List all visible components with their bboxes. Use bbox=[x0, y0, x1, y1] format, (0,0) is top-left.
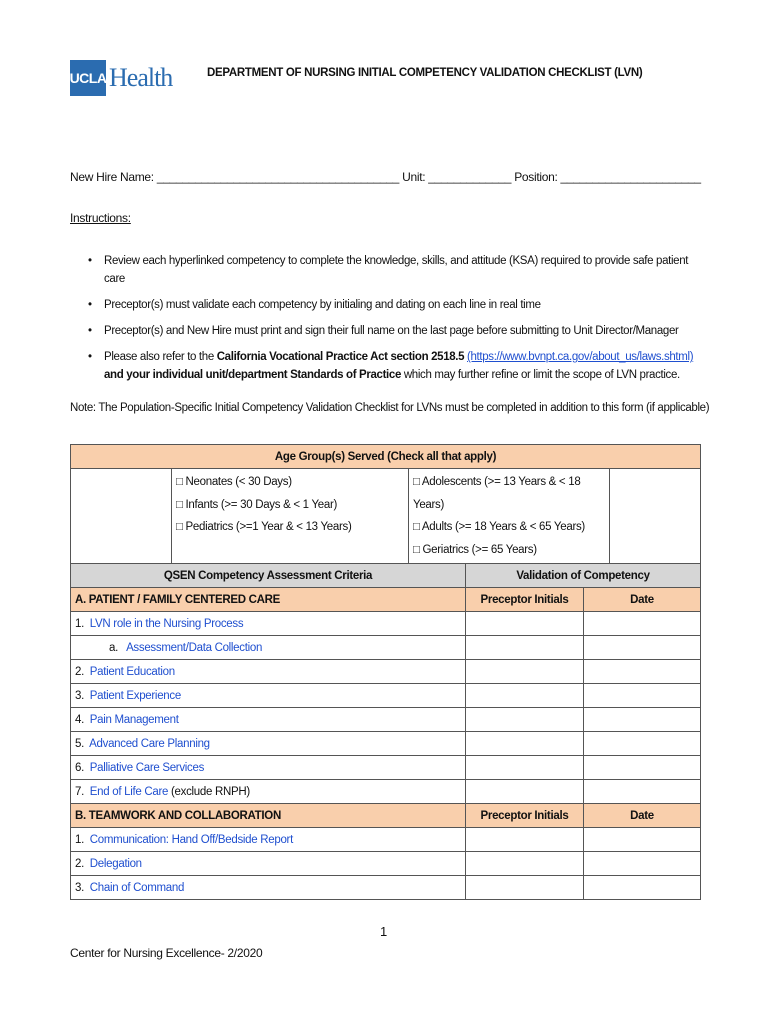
instruction-item: • Review each hyperlinked competency to complete the knowledge, skills, and attitude (KSA) required to provide safe patient care bbox=[88, 252, 698, 288]
section-b-header: B. TEAMWORK AND COLLABORATION bbox=[71, 804, 466, 828]
page-number: 1 bbox=[380, 924, 388, 939]
date-cell[interactable] bbox=[584, 612, 701, 636]
table-row: 1. LVN role in the Nursing Process bbox=[71, 612, 701, 636]
table-row: 1. Communication: Hand Off/Bedside Report bbox=[71, 828, 701, 852]
table-row: 6. Palliative Care Services bbox=[71, 756, 701, 780]
initials-cell[interactable] bbox=[466, 636, 584, 660]
age-checkbox-adolescents[interactable]: □ Adolescents (>= 13 Years & < 18 Years) bbox=[413, 476, 581, 511]
date-cell[interactable] bbox=[584, 708, 701, 732]
initials-cell[interactable] bbox=[466, 756, 584, 780]
initials-cell[interactable] bbox=[466, 876, 584, 900]
date-cell[interactable] bbox=[584, 732, 701, 756]
document-title: DEPARTMENT OF NURSING INITIAL COMPETENCY VALIDATION CHECKLIST (LVN) bbox=[207, 67, 643, 79]
competency-link[interactable]: End of Life Care bbox=[89, 785, 169, 798]
instructions-list bbox=[88, 252, 698, 392]
date-cell[interactable] bbox=[584, 852, 701, 876]
date-header: Date bbox=[584, 804, 701, 828]
competency-link[interactable]: LVN role in the Nursing Process bbox=[89, 617, 244, 630]
initials-cell[interactable] bbox=[466, 612, 584, 636]
new-hire-fields: New Hire Name: ______________________________________ Unit: _____________ Position: ______________________ bbox=[70, 170, 701, 184]
competency-link[interactable]: Advanced Care Planning bbox=[89, 737, 210, 750]
footer-text: Center for Nursing Excellence- 2/2020 bbox=[70, 946, 263, 960]
instruction-item: • Please also refer to the California Vocational Practice Act section 2518.5 (https://www.bvnpt.ca.gov/about_us/laws.shtml) and your individual unit/department Standards of Practice which may further refine or limit the scope of LVN practice. bbox=[88, 348, 698, 384]
date-cell[interactable] bbox=[584, 828, 701, 852]
initials-cell[interactable] bbox=[466, 852, 584, 876]
bvnpt-laws-link[interactable]: (https://www.bvnpt.ca.gov/about_us/laws.shtml) bbox=[467, 351, 694, 363]
instruction-item: • Preceptor(s) must validate each competency by initialing and dating on each line in real time bbox=[88, 296, 698, 314]
age-checkbox-adults[interactable]: □ Adults (>= 18 Years & < 65 Years) bbox=[413, 521, 585, 533]
competency-link[interactable]: Patient Experience bbox=[89, 689, 181, 702]
instructions-heading: Instructions: bbox=[70, 211, 131, 225]
initials-cell[interactable] bbox=[466, 732, 584, 756]
table-row: 3. Patient Experience bbox=[71, 684, 701, 708]
preceptor-initials-header: Preceptor Initials bbox=[466, 588, 584, 612]
qsen-header: QSEN Competency Assessment Criteria bbox=[71, 564, 466, 588]
date-cell[interactable] bbox=[584, 756, 701, 780]
competency-link[interactable]: Chain of Command bbox=[89, 881, 185, 894]
age-checkbox-neonates[interactable]: □ Neonates (< 30 Days) bbox=[176, 476, 292, 488]
ucla-health-logo bbox=[70, 60, 172, 96]
date-cell[interactable] bbox=[584, 660, 701, 684]
date-cell[interactable] bbox=[584, 876, 701, 900]
logo-wordmark: Health bbox=[109, 63, 173, 92]
competency-link[interactable]: Delegation bbox=[89, 857, 142, 870]
age-checkbox-infants[interactable]: □ Infants (>= 30 Days & < 1 Year) bbox=[176, 498, 338, 511]
initials-cell[interactable] bbox=[466, 708, 584, 732]
initials-cell[interactable] bbox=[466, 684, 584, 708]
preceptor-initials-header: Preceptor Initials bbox=[466, 804, 584, 828]
note-text: Note: The Population-Specific Initial Competency Validation Checklist for LVNs must be completed in addition to this form (if applicable) bbox=[70, 402, 710, 414]
table-row: a. Assessment/Data Collection bbox=[71, 636, 701, 660]
age-checkbox-geriatrics[interactable]: □ Geriatrics (>= 65 Years) bbox=[413, 543, 537, 556]
table-row: 2. Delegation bbox=[71, 852, 701, 876]
competency-link[interactable]: Patient Education bbox=[89, 665, 175, 678]
table-row: 3. Chain of Command bbox=[71, 876, 701, 900]
instruction-item: • Preceptor(s) and New Hire must print and sign their full name on the last page before submitting to Unit Director/Manager bbox=[88, 322, 698, 340]
logo-mark: UCLA bbox=[70, 60, 106, 96]
table-row: 2. Patient Education bbox=[71, 660, 701, 684]
table-row: 4. Pain Management bbox=[71, 708, 701, 732]
validation-header: Validation of Competency bbox=[466, 564, 701, 588]
date-cell[interactable] bbox=[584, 636, 701, 660]
section-a-header: A. PATIENT / FAMILY CENTERED CARE bbox=[71, 588, 466, 612]
initials-cell[interactable] bbox=[466, 780, 584, 804]
date-cell[interactable] bbox=[584, 780, 701, 804]
initials-cell[interactable] bbox=[466, 660, 584, 684]
table-row: 5. Advanced Care Planning bbox=[71, 732, 701, 756]
date-cell[interactable] bbox=[584, 684, 701, 708]
date-header: Date bbox=[584, 588, 701, 612]
competency-link[interactable]: Pain Management bbox=[89, 713, 179, 726]
age-checkbox-pediatrics[interactable]: □ Pediatrics (>=1 Year & < 13 Years) bbox=[176, 521, 352, 533]
initials-cell[interactable] bbox=[466, 828, 584, 852]
age-groups-header: Age Group(s) Served (Check all that apply) bbox=[71, 445, 701, 469]
competency-link[interactable]: Assessment/Data Collection bbox=[126, 641, 263, 654]
table-row: 7. End of Life Care (exclude RNPH) bbox=[71, 780, 701, 804]
competency-link[interactable]: Communication: Hand Off/Bedside Report bbox=[89, 833, 293, 846]
competency-link[interactable]: Palliative Care Services bbox=[89, 761, 205, 774]
competency-table bbox=[70, 444, 701, 900]
